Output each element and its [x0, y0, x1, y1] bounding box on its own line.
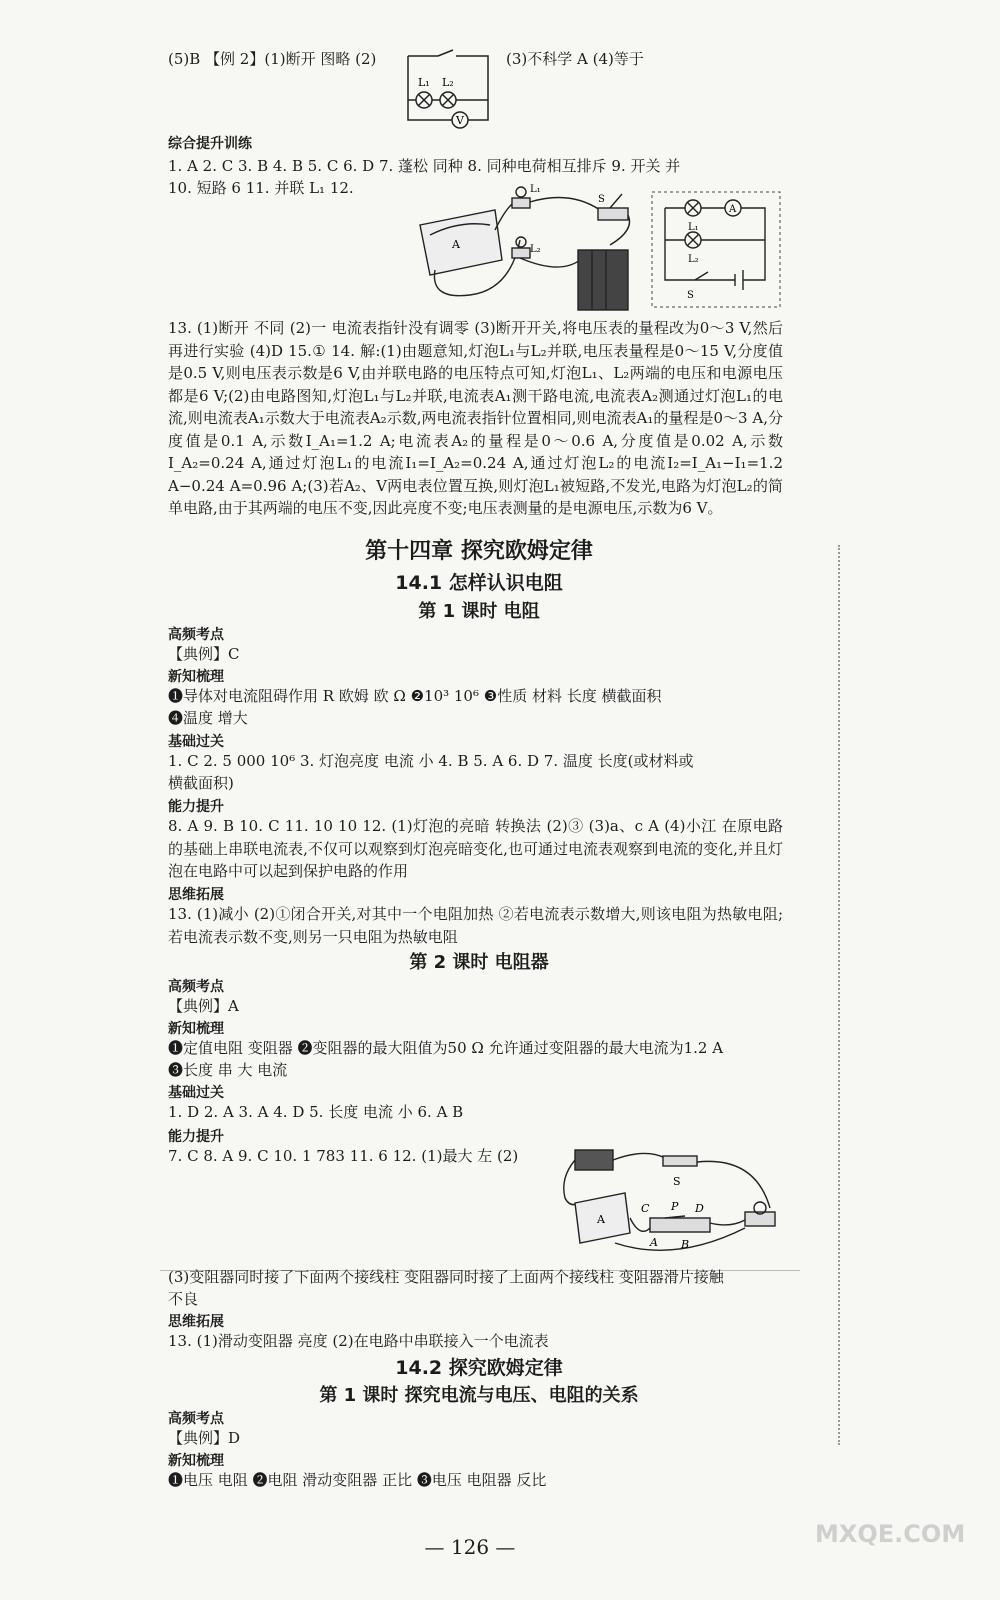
label-p: P: [671, 1200, 679, 1213]
answer-line-2: 1. A 2. C 3. B 4. B 5. C 6. D 7. 蓬松 同种 8. 同种电荷相互排斥 9. 开关 并: [168, 157, 681, 175]
label-a-b: A: [729, 204, 737, 215]
heading-siwei-1: 思维拓展: [168, 887, 224, 903]
xinzhi-line-1: ❶导体对电流阻碍作用 R 欧姆 欧 Ω ❷10³ 10⁶ ❸性质 材料 长度 横截面积: [168, 687, 662, 705]
jichu2-line-1: 1. D 2. A 3. A 4. D 5. 长度 电流 小 6. A B: [168, 1103, 464, 1121]
chapter-title: 第十四章 探究欧姆定律: [365, 539, 593, 564]
label-l2-c: L₂: [688, 254, 699, 265]
heading-jichu-1: 基础过关: [168, 734, 224, 750]
jichu-line-2: 横截面积): [168, 774, 234, 792]
answer-line-3: 10. 短路 6 11. 并联 L₁ 12.: [168, 179, 354, 197]
heading-gaopin-3: 高频考点: [168, 1411, 224, 1427]
label-terminal-b: B: [681, 1238, 690, 1251]
nengli2-line-3: 不良: [168, 1290, 199, 1308]
heading-xinzhi-1: 新知梳理: [168, 669, 224, 685]
label-s-2: S: [673, 1175, 681, 1188]
xinzhi3-line-1: ❶电压 电阻 ❷电阻 滑动变阻器 正比 ❸电压 电阻器 反比: [168, 1471, 547, 1489]
label-l1-c: L₁: [688, 222, 699, 233]
section-title-14-2: 14.2 探究欧姆定律: [395, 1357, 563, 1379]
example-answer-1: 【典例】C: [168, 645, 240, 663]
label-l1-b: L₁: [530, 184, 541, 195]
label-v: V: [456, 114, 464, 127]
example-answer-3: 【典例】D: [168, 1429, 241, 1447]
section-title-14-1: 14.1 怎样认识电阻: [395, 572, 563, 594]
lesson-title-1: 第 1 课时 电阻: [418, 601, 540, 622]
heading-nengli-2: 能力提升: [168, 1129, 224, 1145]
xinzhi2-line-1: ❶定值电阻 变阻器 ❷变阻器的最大阻值为50 Ω 允许通过变阻器的最大电流为1.2 A: [168, 1039, 724, 1057]
label-terminal-a: A: [650, 1236, 658, 1249]
page-number: — 126 —: [424, 1535, 516, 1559]
answer-line-1: (5)B 【例 2】(1)断开 图略 (2): [168, 50, 377, 68]
nengli2-line-2: (3)变阻器同时接了下面两个接线柱 变阻器同时接了上面两个接线柱 变阻器滑片接触: [168, 1268, 724, 1286]
label-a-2: A: [597, 1213, 605, 1226]
label-s-b: S: [687, 290, 694, 301]
lesson-title-3: 第 1 课时 探究电流与电压、电阻的关系: [319, 1385, 639, 1406]
heading-nengli-1: 能力提升: [168, 799, 224, 815]
lesson-title-2: 第 2 课时 电阻器: [409, 952, 549, 973]
xinzhi2-line-2: ❸长度 串 大 电流: [168, 1061, 288, 1079]
label-l2-b: L₂: [530, 244, 541, 255]
siwei2-line-1: 13. (1)滑动变阻器 亮度 (2)在电路中串联接入一个电流表: [168, 1332, 549, 1350]
label-a: A: [452, 238, 460, 251]
label-s: S: [598, 194, 605, 205]
label-l2: L₂: [442, 76, 454, 89]
section-heading-comprehensive: 综合提升训练: [168, 136, 252, 152]
jichu-line-1: 1. C 2. 5 000 10⁶ 3. 灯泡亮度 电流 小 4. B 5. A 6. D 7. 温度 长度(或材料或: [168, 752, 694, 770]
label-c: C: [641, 1202, 650, 1215]
heading-gaopin-2: 高频考点: [168, 979, 224, 995]
answer-paragraph-13-14: 13. (1)断开 不同 (2)一 电流表指针没有调零 (3)断开开关,将电压表的量程改为0～3 V,然后再进行实验 (4)D 15.① 14. 解:(1)由题意知,灯泡L₁与L₂并联,电压表量程是0～15 V,分度值是0.5 V,则电压表示数是6 V,由并联电路的电压特点可知,灯泡L₁、L₂两端的电压和电源电压都是6 V;(2)由电路图知,灯泡L₁与L₂并联,电流表A₁测干路电流,电流表A₂测通过灯泡L₁的电流,则电流表A₁示数大于电流表A₂示数,两电流表指针位置相同,则电流表A₁的量程是0～3 A,分度值是0.1 A,示数I_A₁=1.2 A;电流表A₂的量程是0～0.6 A,分度值是0.02 A,示数I_A₂=0.24 A,通过灯泡L₁的电流I₁=I_A₂=0.24 A,通过灯泡L₂的电流I₂=I_A₁−I₁=1.2 A−0.24 A=0.96 A;(3)若A₂、V两电表位置互换,则灯泡L₁被短路,不发光,电路为灯泡L₂的简单电路,由于其两端的电压不变,因此亮度不变;电压表测量的是电源电压,示数为6 V。: [168, 319, 783, 517]
answer-line-1b: (3)不科学 A (4)等于: [506, 50, 644, 68]
label-d: D: [695, 1202, 704, 1215]
siwei-paragraph-1: 13. (1)减小 (2)①闭合开关,对其中一个电阻加热 ②若电流表示数增大,则该电阻为热敏电阻;若电流表示数不变,则另一只电阻为热敏电阻: [168, 905, 783, 946]
nengli2-line-1: 7. C 8. A 9. C 10. 1 783 11. 6 12. (1)最大 左 (2): [168, 1147, 519, 1165]
heading-jichu-2: 基础过关: [168, 1085, 224, 1101]
circuit-diagram-1: [398, 48, 498, 133]
circuit-figure-12: [410, 180, 790, 320]
rheostat-circuit-figure: [555, 1148, 790, 1263]
page-edge-shadow: [838, 545, 848, 1445]
xinzhi-line-2: ❹温度 增大: [168, 709, 248, 727]
heading-siwei-2: 思维拓展: [168, 1314, 224, 1330]
example-answer-2: 【典例】A: [168, 997, 239, 1015]
watermark: MXQE.COM: [815, 1520, 966, 1548]
heading-gaopin-1: 高频考点: [168, 627, 224, 643]
heading-xinzhi-2: 新知梳理: [168, 1021, 224, 1037]
heading-xinzhi-3: 新知梳理: [168, 1453, 224, 1469]
label-l1: L₁: [418, 76, 430, 89]
nengli-paragraph-1: 8. A 9. B 10. C 11. 10 10 12. (1)灯泡的亮暗 转换法 (2)③ (3)a、c A (4)小江 在原电路的基础上串联电流表,不仅可以观察到灯泡亮暗变化,也可通过电流表观察到电流的变化,并且灯泡在电路中可以起到保护电路的作用: [168, 817, 783, 880]
